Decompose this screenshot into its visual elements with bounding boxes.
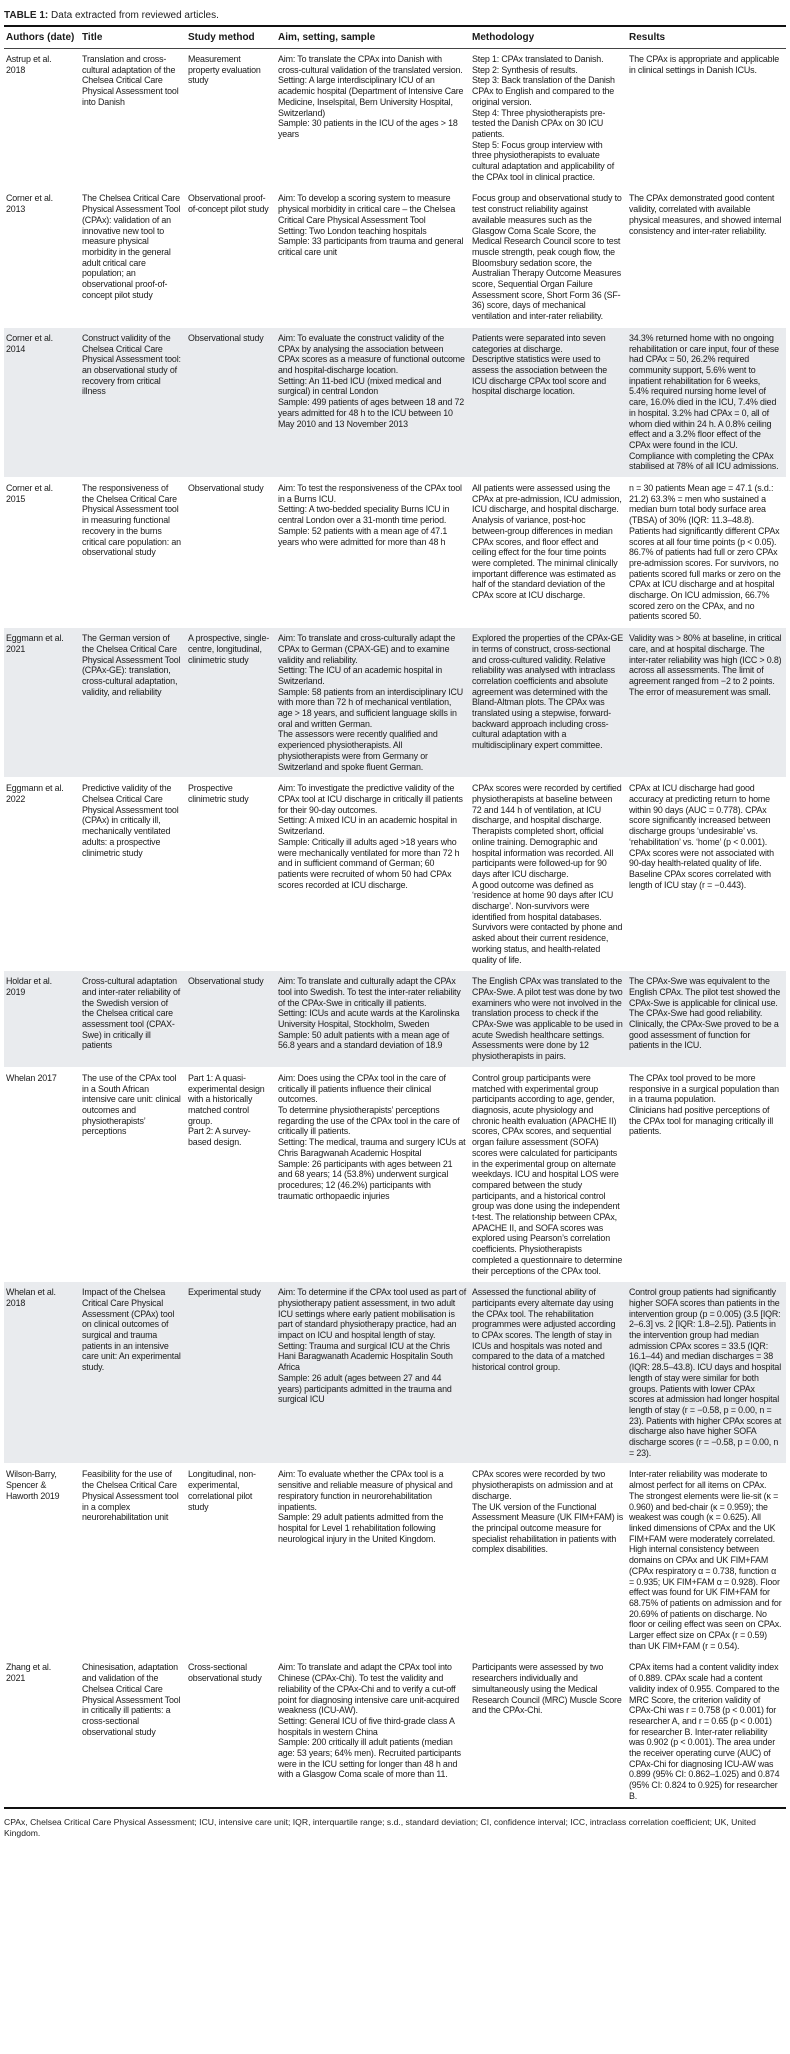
results-cell: Validity was > 80% at baseline, in critical care, and at hospital discharge. The inter-rater reliability was high (ICC > 0.8) across all assessments. The limit of agreement ranged from −2 to 2 points. The error of measurement was small. [627, 628, 786, 778]
header-aim-setting-sample: Aim, setting, sample [276, 26, 470, 49]
results-cell: Inter-rater reliability was moderate to almost perfect for all items on CPAx. The strongest elements were lie-sit (κ = 0.960) and bed-chair (κ = 0.959); the weakest was cough (κ = 0.625). All linked dimensions of CPAx and the UK FIM+FAM were moderately correlated. High internal consistency between domains on CPAx and UK FIM+FAM (CPAx respiratory α = 0.738, function α = 0.935; UK FIM+FAM α = 0.928). Floor effect was found for UK FIM+FAM for 68.75% of patients on admission and for 20.69% of patients on discharge. No floor or ceiling effect was seen on CPAx. Larger effect size on CPAx (r = 0.59) than UK FIM+FAM (r = 0.54). [627, 1464, 786, 1657]
authors-cell: Whelan 2017 [4, 1067, 80, 1281]
results-cell: The CPAx-Swe was equivalent to the English CPAx. The pilot test showed the CPAx-Swe is applicable for clinical use. The CPAx-Swe had good reliability. Clinically, the CPAx-Swe proved to be a good assessment of function for patients in the ICU. [627, 971, 786, 1068]
methodology-cell: Step 1: CPAx translated to Danish. Step 2: Synthesis of results. Step 3: Back translation of the Danish CPAx to English and compared to the original version. Step 4: Three physiotherapists pre-tested the Danish CPAx on 30 ICU patients. Step 5: Focus group interview with three physiotherapists to evaluate cultural adaptation and applicability of the CPAx tool in clinical practice. [470, 49, 627, 188]
study-method-cell: Cross-sectional observational study [186, 1657, 276, 1808]
methodology-cell: Assessed the functional ability of participants every alternate day using the CPAx tool. The rehabilitation programmes were adjusted according to CPAx scores. The length of stay in ICUs and hospitals was noted and compared to the data of a matched historical control group. [470, 1282, 627, 1464]
study-method-cell: Observational proof-of-concept pilot study [186, 188, 276, 327]
aim-setting-sample-cell: Aim: To test the responsiveness of the CPAx tool in a Burns ICU. Setting: A two-bedded speciality Burns ICU in central London over a 31-month time period. Sample: 52 patients with a mean age of 47.1 years who were admitted for more than 48 h [276, 478, 470, 628]
methodology-cell: Participants were assessed by two researchers individually and simultaneously using the Medical Research Council (MRC) Muscle Score and the CPAx-Chi. [470, 1657, 627, 1808]
title-cell: Chinesisation, adaptation and validation of the Chelsea Critical Care Physical Assessment Tool in critically ill patients: a cross-sectional observational study [80, 1657, 186, 1808]
results-cell: The CPAx tool proved to be more responsive in a surgical population than in a trauma population. Clinicians had positive perceptions of the CPAx tool for managing critically ill patients. [627, 1067, 786, 1281]
table-row [4, 1657, 786, 1808]
methodology-cell: Patients were separated into seven categories at discharge. Descriptive statistics were used to assess the association between the ICU discharge CPAx tool score and hospital discharge location. [470, 327, 627, 477]
methodology-cell: All patients were assessed using the CPAx at pre-admission, ICU admission, ICU discharge, and hospital discharge. Analysis of variance, post-hoc between-group differences in median CPAx scores, and floor effect and ceiling effect for the four time points were completed. The minimal clinically important difference was estimated as half of the standard deviation of the CPAx score at ICU discharge. [470, 478, 627, 628]
header-authors: Authors (date) [4, 26, 80, 49]
table-footnote: CPAx, Chelsea Critical Care Physical Assessment; ICU, intensive care unit; IQR, interquartile range; s.d., standard deviation; CI, confidence interval; ICC, intraclass correlation coefficient; UK, United Kingdom. [4, 1816, 756, 1838]
title-cell: The use of the CPAx tool in a South African intensive care unit: clinical outcomes and physiotherapists’ perceptions [80, 1067, 186, 1281]
study-method-cell: A prospective, single-centre, longitudinal, clinimetric study [186, 628, 276, 778]
table-caption-text: Data extracted from reviewed articles. [51, 10, 219, 21]
header-results: Results [627, 26, 786, 49]
table-caption-label: TABLE 1: [4, 10, 49, 21]
table-row [4, 49, 786, 188]
table-header-row [4, 26, 786, 49]
authors-cell: Whelan et al. 2018 [4, 1282, 80, 1464]
results-cell: 34.3% returned home with no ongoing rehabilitation or care input, four of these had CPAx = 50, 26.2% required community support, 5.6% went to inpatient rehabilitation for 6 weeks, 5.4% required nursing home level of care, 16.0% died in the ICU, 7.4% died in hospital. 3.2% had CPAx = 0, all of whom died within 24 h. A 0.8% ceiling effect and a 3.2% floor effect of the CPAx were found in the ICU. Compliance with completing the CPAx stabilised at 78% of all ICU admissions. [627, 327, 786, 477]
authors-cell: Eggmann et al. 2022 [4, 778, 80, 971]
aim-setting-sample-cell: Aim: To translate and adapt the CPAx tool into Chinese (CPAx-Chi). To test the validity and reliability of the CPAx-Chi and to verify a cut-off point for diagnosing intensive care unit-acquired weakness (ICU-AW). Setting: General ICU of five third-grade class A hospitals in western China Sample: 200 critically ill adult patients (median age: 53 years; 64% men). Recruited participants were in the ICU setting for longer than 48 h and with a Glasgow Coma scale of more than 11. [276, 1657, 470, 1808]
study-method-cell: Longitudinal, non-experimental, correlational pilot study [186, 1464, 276, 1657]
study-method-cell: Observational study [186, 478, 276, 628]
aim-setting-sample-cell: Aim: To evaluate whether the CPAx tool is a sensitive and reliable measure of physical and respiratory function in neurorehabilitation inpatients. Sample: 29 adult patients admitted from the hospital for Level 1 rehabilitation following neurological injury in the United Kingdom. [276, 1464, 470, 1657]
data-table [4, 25, 786, 1809]
methodology-cell: CPAx scores were recorded by two physiotherapists on admission and at discharge. The UK version of the Functional Assessment Measure (UK FIM+FAM) is the principal outcome measure for specialist rehabilitation in patients with complex disabilities. [470, 1464, 627, 1657]
table-row [4, 628, 786, 778]
authors-cell: Holdar et al. 2019 [4, 971, 80, 1068]
study-method-cell: Observational study [186, 327, 276, 477]
title-cell: Cross-cultural adaptation and inter-rater reliability of the Swedish version of the Chelsea critical care assessment tool (CPAX-Swe) in critically ill patients [80, 971, 186, 1068]
authors-cell: Astrup et al. 2018 [4, 49, 80, 188]
methodology-cell: Control group participants were matched with experimental group participants according to age, gender, diagnosis, acute physiology and chronic health evaluation (APACHE II) scores, CPAx scores, and sequential organ failure assessment (SOFA) scores were calculated for participants in the experimental group on alternate weekdays. ICU and hospital LOS were compared between the study participants, and a historical control group was done using the independent t-test. The relationship between CPAx, APACHE II, and SOFA scores was explored using Pearson’s correlation coefficients. Physiotherapists completed a questionnaire to determine their perceptions of the CPAx tool. [470, 1067, 627, 1281]
results-cell: The CPAx demonstrated good content validity, correlated with available physical measures, and showed internal consistency and inter-rater reliability. [627, 188, 786, 327]
aim-setting-sample-cell: Aim: To investigate the predictive validity of the CPAx tool at ICU discharge in critically ill patients for their 90-day outcomes. Setting: A mixed ICU in an academic hospital in Switzerland. Sample: Critically ill adults aged >18 years who were mechanically ventilated for more than 72 h and in sufficient command of German; 60 patients were recruited of whom 50 had CPAx scores recorded at ICU discharge. [276, 778, 470, 971]
authors-cell: Corner et al. 2014 [4, 327, 80, 477]
methodology-cell: The English CPAx was translated to the CPAx-Swe. A pilot test was done by two examiners who were not involved in the translation process to check if the CPAx-Swe was applicable to be used in acute Swedish healthcare settings. Assessments were done by 12 physiotherapists in pairs. [470, 971, 627, 1068]
results-cell: CPAx at ICU discharge had good accuracy at predicting return to home within 90 days (AUC = 0.778). CPAx score significantly increased between discharge groups ‘undesirable’ vs. ‘rehabilitation’ vs. ‘home’ (p < 0.001). CPAx scores were not associated with 90-day health-related quality of life. Baseline CPAx scores correlated with length of ICU stay (r = −0.443). [627, 778, 786, 971]
title-cell: Translation and cross-cultural adaptation of the Chelsea Critical Care Physical Assessment tool into Danish [80, 49, 186, 188]
authors-cell: Corner et al. 2015 [4, 478, 80, 628]
table-body [4, 49, 786, 1808]
results-cell: CPAx items had a content validity index of 0.889. CPAx scale had a content validity index of 0.955. Compared to the MRC Score, the criterion validity of CPAx-Chi was r = 0.758 (p < 0.001) for researcher A, and r = 0.65 (p < 0.001) for researcher B. Inter-rater reliability was 0.902 (p < 0.001). The area under the receiver operating curve (AUC) of CPAx-Chi for diagnosing ICU-AW was 0.899 (95% CI: 0.862–1.025) and 0.874 (95% CI: 0.824 to 0.925) for researcher B. [627, 1657, 786, 1808]
aim-setting-sample-cell: Aim: To translate the CPAx into Danish with cross-cultural validation of the translated version. Setting: A large interdisciplinary ICU of an academic hospital (Department of Intensive Care Medicine, Inselspital, Bern University Hospital, Switzerland) Sample: 30 patients in the ICU of the ages > 18 years [276, 49, 470, 188]
aim-setting-sample-cell: Aim: To develop a scoring system to measure physical morbidity in critical care – the Chelsea Critical Care Physical Assessment Tool Setting: Two London teaching hospitals Sample: 33 participants from trauma and general critical care unit [276, 188, 470, 327]
authors-cell: Corner et al. 2013 [4, 188, 80, 327]
title-cell: Construct validity of the Chelsea Critical Care Physical Assessment tool: an observational study of recovery from critical illness [80, 327, 186, 477]
methodology-cell: Focus group and observational study to test construct reliability against available measures such as the Glasgow Coma Scale Score, the Medical Research Council score to test muscle strength, peak cough flow, the Bloomsbury sedation score, the Australian Therapy Outcome Measures score, Sequential Organ Failure Assessment score, Short Form 36 (SF-36) score, days of mechanical ventilation and inter-rater reliability. [470, 188, 627, 327]
table-row [4, 478, 786, 628]
aim-setting-sample-cell: Aim: To translate and cross-culturally adapt the CPAx to German (CPAX-GE) and to examine validity and reliability. Setting: The ICU of an academic hospital in Switzerland. Sample: 58 patients from an interdisciplinary ICU with more than 72 h of mechanical ventilation, age > 18 years, and sufficient language skills in oral and written German. The assessors were recently qualified and experienced physiotherapists. All physiotherapists were from Germany or Switzerland and spoke fluent German. [276, 628, 470, 778]
table-row [4, 1282, 786, 1464]
table-row [4, 327, 786, 477]
aim-setting-sample-cell: Aim: To determine if the CPAx tool used as part of physiotherapy patient assessment, in two adult ICU settings where early patient mobilisation is part of standard physiotherapy practice, had an impact on ICU and hospital length of stay. Setting: Trauma and surgical ICU at the Chris Hani Baragwanath Academic Hospitalin South Africa Sample: 26 adult (ages between 27 and 44 years) participants admitted in the trauma and surgical ICU [276, 1282, 470, 1464]
table-row [4, 1067, 786, 1281]
table-caption [4, 4, 786, 25]
results-cell: n = 30 patients Mean age = 47.1 (s.d.: 21.2) 63.3% = men who sustained a median burn total body surface area (TBSA) of 30% (IQR: 11.3–48.8). Patients had significantly different CPAx scores at all four time points (p < 0.05). 86.7% of patients had full or zero CPAx pre-admission scores. For survivors, no patients scored full marks or zero on the CPAx at ICU discharge and at hospital discharge. On ICU admission, 66.7% scored zero on the CPAx, and no patients scored 50. [627, 478, 786, 628]
aim-setting-sample-cell: Aim: To translate and culturally adapt the CPAx tool into Swedish. To test the inter-rater reliability of the CPAx-Swe in critically ill patients. Setting: ICUs and acute wards at the Karolinska University Hospital, Stockholm, Sweden Sample: 50 adult patients with a mean age of 56.8 years and a standard deviation of 18.9 [276, 971, 470, 1068]
results-cell: Control group patients had significantly higher SOFA scores than patients in the intervention group (p = 0.005) (3.5 [IQR: 2–6.3] vs. 2 [IQR: 1.8–2.5]). Patients in the intervention group had median admission CPAx scores = 33.5 (IQR: 16.1–44) and median discharges = 38 (IQR: 28.5–43.8). ICU days and hospital length of stay were similar for both groups. Patients with lower CPAx scores at admission had longer hospital length of stay (r = −0.58, p = 0.00, n = 23). Patients with higher CPAx scores at discharge also have higher SOFA discharge scores (r = −0.58, p = 0.00, n = 23). [627, 1282, 786, 1464]
title-cell: Predictive validity of the Chelsea Critical Care Physical Assessment tool (CPAx) in critically ill, mechanically ventilated adults: a prospective clinimetric study [80, 778, 186, 971]
study-method-cell: Observational study [186, 971, 276, 1068]
table-row [4, 1464, 786, 1657]
study-method-cell: Part 1: A quasi-experimental design with a historically matched control group. Part 2: A survey-based design. [186, 1067, 276, 1281]
methodology-cell: Explored the properties of the CPAx-GE in terms of construct, cross-sectional and cross-cultured validity. Relative reliability was analysed with intraclass correlation coefficients and absolute agreement was determined with the Bland-Altman plots. The CPAx was translated using a stepwise, forward-backward approach including cross-cultural adaptation with a multidisciplinary expert committee. [470, 628, 627, 778]
header-methodology: Methodology [470, 26, 627, 49]
aim-setting-sample-cell: Aim: Does using the CPAx tool in the care of critically ill patients influence their clinical outcomes. To determine physiotherapists’ perceptions regarding the use of the CPAx tool in the care of critically ill patients. Setting: The medical, trauma and surgery ICUs at Chris Baragwanah Academic Hospital Sample: 26 participants with ages between 21 and 68 years; 14 (53.8%) underwent surgical procedures; 12 (46.2%) participants with traumatic orthopaedic injuries [276, 1067, 470, 1281]
methodology-cell: CPAx scores were recorded by certified physiotherapists at baseline between 72 and 144 h of ventilation, at ICU discharge, and hospital discharge. Therapists completed short, official online training. Demographic and hospital information was recorded. All participants were followed-up for 90 days after ICU discharge. A good outcome was defined as ‘residence at home 90 days after ICU discharge’. Non-survivors were identified from hospital databases. Survivors were contacted by phone and asked about their current residence, working status, and health-related quality of life. [470, 778, 627, 971]
authors-cell: Zhang et al. 2021 [4, 1657, 80, 1808]
title-cell: The Chelsea Critical Care Physical Assessment Tool (CPAx): validation of an innovative new tool to measure physical morbidity in the general adult critical care population; an observational proof-of-concept pilot study [80, 188, 186, 327]
header-study-method: Study method [186, 26, 276, 49]
study-method-cell: Measurement property evaluation study [186, 49, 276, 188]
results-cell: The CPAx is appropriate and applicable in clinical settings in Danish ICUs. [627, 49, 786, 188]
title-cell: Feasibility for the use of the Chelsea Critical Care Physical Assessment tool in a complex neurorehabilitation unit [80, 1464, 186, 1657]
study-method-cell: Experimental study [186, 1282, 276, 1464]
table-row [4, 188, 786, 327]
title-cell: The German version of the Chelsea Critical Care Physical Assessment Tool (CPAx-GE): translation, cross-cultural adaptation, validity, and reliability [80, 628, 186, 778]
authors-cell: Wilson-Barry, Spencer & Haworth 2019 [4, 1464, 80, 1657]
authors-cell: Eggmann et al. 2021 [4, 628, 80, 778]
study-method-cell: Prospective clinimetric study [186, 778, 276, 971]
table-row [4, 778, 786, 971]
aim-setting-sample-cell: Aim: To evaluate the construct validity of the CPAx by analysing the association between CPAx scores as a measure of functional outcome and hospital-discharge location. Setting: An 11-bed ICU (mixed medical and surgical) in central London Sample: 499 patients of ages between 18 and 72 years admitted for 48 h to the ICU between 10 May 2010 and 13 November 2013 [276, 327, 470, 477]
header-title: Title [80, 26, 186, 49]
title-cell: The responsiveness of the Chelsea Critical Care Physical Assessment tool in measuring functional recovery in the burns critical care population: an observational study [80, 478, 186, 628]
title-cell: Impact of the Chelsea Critical Care Physical Assessment (CPAx) tool on clinical outcomes of surgical and trauma patients in an intensive care unit: An experimental study. [80, 1282, 186, 1464]
table-row [4, 971, 786, 1068]
